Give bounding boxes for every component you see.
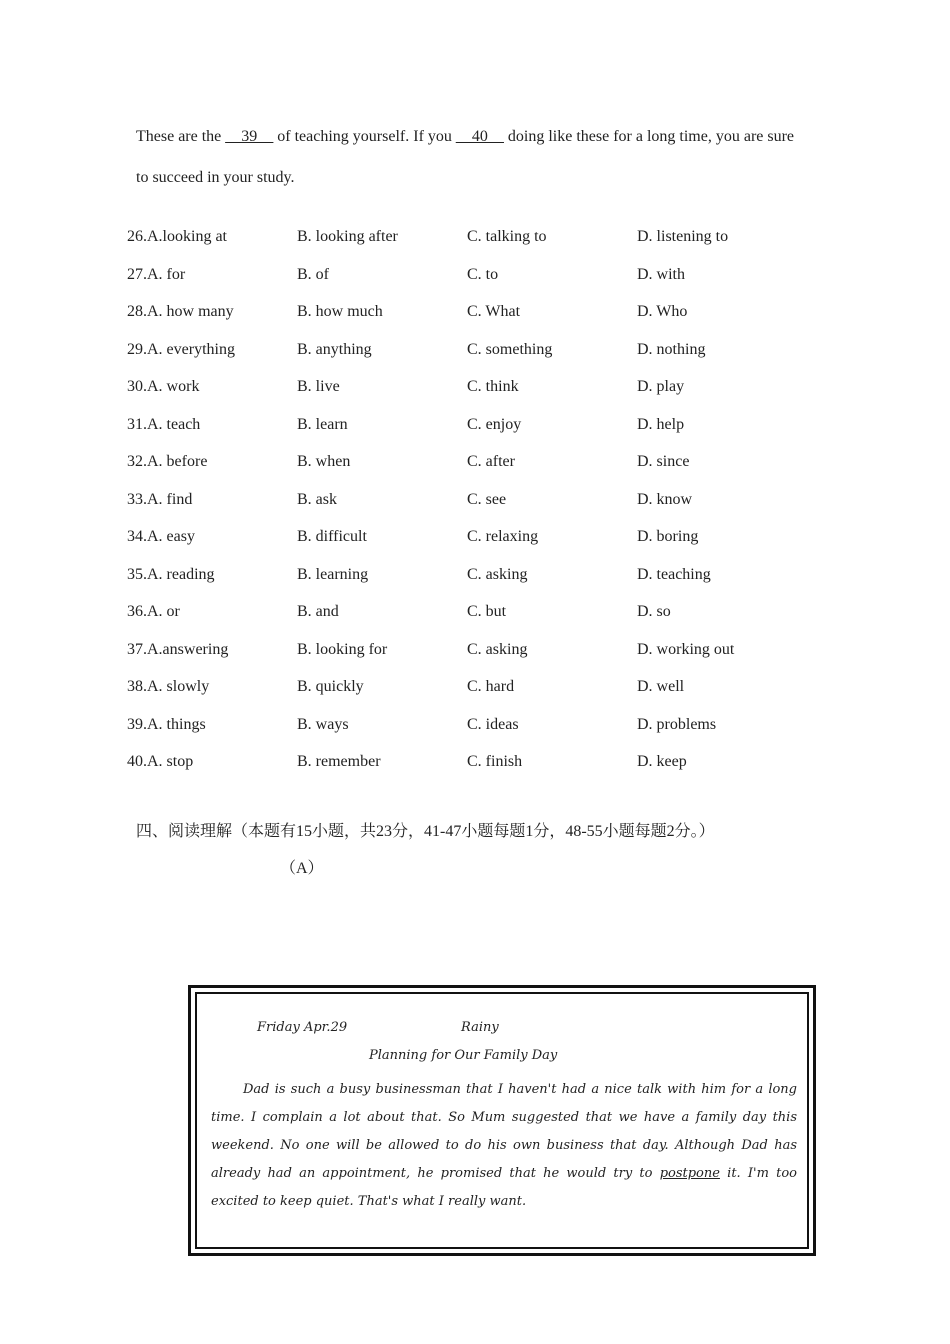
option-b: B. ask bbox=[297, 490, 337, 508]
option-c: C. but bbox=[467, 603, 507, 620]
option-c: C. talking to bbox=[467, 228, 547, 245]
option-c: C. hard bbox=[467, 678, 515, 695]
option-c: C. relaxing bbox=[467, 528, 539, 545]
option-a: 31.A. teach bbox=[127, 415, 201, 433]
question-row bbox=[127, 566, 847, 604]
diary-text: Dad is such a busy businessman that I haven't had a nice talk with him for a long time. I complain a lot about that. So Mum suggested that we have a family day this weekend. No one will be allowed to do his own business that day. Although Dad has already had an appointment, he promised that he would try to bbox=[211, 1082, 797, 1181]
option-b: B. and bbox=[297, 603, 339, 620]
option-a: 36.A. or bbox=[127, 603, 180, 620]
option-a: 26.A.looking at bbox=[127, 228, 227, 245]
option-c: C. something bbox=[467, 340, 553, 358]
question-row bbox=[127, 641, 847, 679]
question-row bbox=[127, 378, 847, 416]
question-row bbox=[127, 266, 847, 304]
option-d: D. know bbox=[637, 490, 693, 508]
diary-body bbox=[211, 1076, 797, 1216]
passage-text: doing like these for a long time, you are sure bbox=[503, 128, 795, 145]
option-c: C. ideas bbox=[467, 715, 519, 733]
option-d: D. keep bbox=[637, 753, 687, 770]
diary-box-inner bbox=[195, 992, 809, 1249]
option-a: 30.A. work bbox=[127, 378, 200, 395]
option-c: C. to bbox=[467, 265, 499, 283]
option-a: 29.A. everything bbox=[127, 340, 235, 358]
option-d: D. with bbox=[637, 265, 685, 283]
option-b: B. learning bbox=[297, 565, 369, 583]
option-d: D. since bbox=[637, 453, 690, 470]
option-a: 40.A. stop bbox=[127, 753, 194, 770]
option-c: C. after bbox=[467, 453, 515, 470]
question-row bbox=[127, 753, 847, 791]
question-row bbox=[127, 228, 847, 266]
question-row bbox=[127, 416, 847, 454]
option-b: B. quickly bbox=[297, 678, 364, 695]
option-b: B. when bbox=[297, 453, 351, 470]
option-b: B. difficult bbox=[297, 528, 367, 545]
blank-39: __39__ bbox=[225, 128, 274, 145]
option-b: B. how much bbox=[297, 303, 383, 320]
option-d: D. teaching bbox=[637, 565, 711, 583]
passage-text: of teaching yourself. If you bbox=[273, 128, 456, 145]
option-a: 27.A. for bbox=[127, 265, 186, 283]
option-d: D. listening to bbox=[637, 228, 729, 245]
diary-underlined-word: postpone bbox=[659, 1166, 720, 1181]
question-row bbox=[127, 678, 847, 716]
option-a: 33.A. find bbox=[127, 490, 193, 508]
passage-text: These are the bbox=[136, 128, 226, 145]
question-row bbox=[127, 716, 847, 754]
option-d: D. Who bbox=[637, 303, 688, 320]
option-c: C. What bbox=[467, 303, 521, 320]
option-b: B. remember bbox=[297, 753, 381, 770]
options-list bbox=[127, 228, 847, 791]
question-row bbox=[127, 603, 847, 641]
diary-title: Planning for Our Family Day bbox=[369, 1048, 558, 1063]
option-d: D. nothing bbox=[637, 340, 706, 358]
option-b: B. live bbox=[297, 378, 340, 395]
option-c: C. asking bbox=[467, 565, 528, 583]
option-c: C. think bbox=[467, 378, 519, 395]
question-row bbox=[127, 341, 847, 379]
option-b: B. looking for bbox=[297, 640, 388, 658]
option-a: 32.A. before bbox=[127, 453, 208, 470]
option-d: D. play bbox=[637, 378, 685, 395]
option-a: 37.A.answering bbox=[127, 640, 229, 658]
option-b: B. looking after bbox=[297, 228, 398, 245]
option-d: D. help bbox=[637, 415, 685, 433]
blank-40: __40__ bbox=[455, 128, 504, 145]
option-d: D. so bbox=[637, 603, 671, 620]
option-c: C. finish bbox=[467, 753, 523, 770]
diary-text: it. I'm too excited to keep quiet. That's what I really want. bbox=[211, 1166, 798, 1209]
option-a: 38.A. slowly bbox=[127, 678, 210, 695]
option-b: B. anything bbox=[297, 340, 372, 358]
option-d: D. working out bbox=[637, 640, 735, 658]
option-b: B. ways bbox=[297, 715, 349, 733]
option-a: 35.A. reading bbox=[127, 565, 215, 583]
option-d: D. problems bbox=[637, 715, 717, 733]
option-a: 28.A. how many bbox=[127, 303, 234, 320]
question-row bbox=[127, 491, 847, 529]
passage-line-1 bbox=[136, 128, 794, 146]
section-subheading: （A） bbox=[280, 860, 324, 877]
option-c: C. enjoy bbox=[467, 415, 522, 433]
passage-line-2: to succeed in your study. bbox=[136, 169, 295, 186]
option-c: C. asking bbox=[467, 640, 528, 658]
option-c: C. see bbox=[467, 490, 507, 508]
option-a: 34.A. easy bbox=[127, 528, 195, 545]
option-a: 39.A. things bbox=[127, 715, 206, 733]
question-row bbox=[127, 453, 847, 491]
question-row bbox=[127, 528, 847, 566]
option-b: B. of bbox=[297, 265, 329, 283]
option-d: D. boring bbox=[637, 528, 699, 545]
option-b: B. learn bbox=[297, 415, 348, 433]
question-row bbox=[127, 303, 847, 341]
option-d: D. well bbox=[637, 678, 685, 695]
section-heading: 四、阅读理解（本题有15小题，共23分，41-47小题每题1分，48-55小题每题2分。） bbox=[136, 823, 715, 840]
diary-weather: Rainy bbox=[461, 1020, 499, 1035]
diary-date: Friday Apr.29 bbox=[257, 1020, 348, 1035]
diary-box bbox=[188, 985, 816, 1256]
